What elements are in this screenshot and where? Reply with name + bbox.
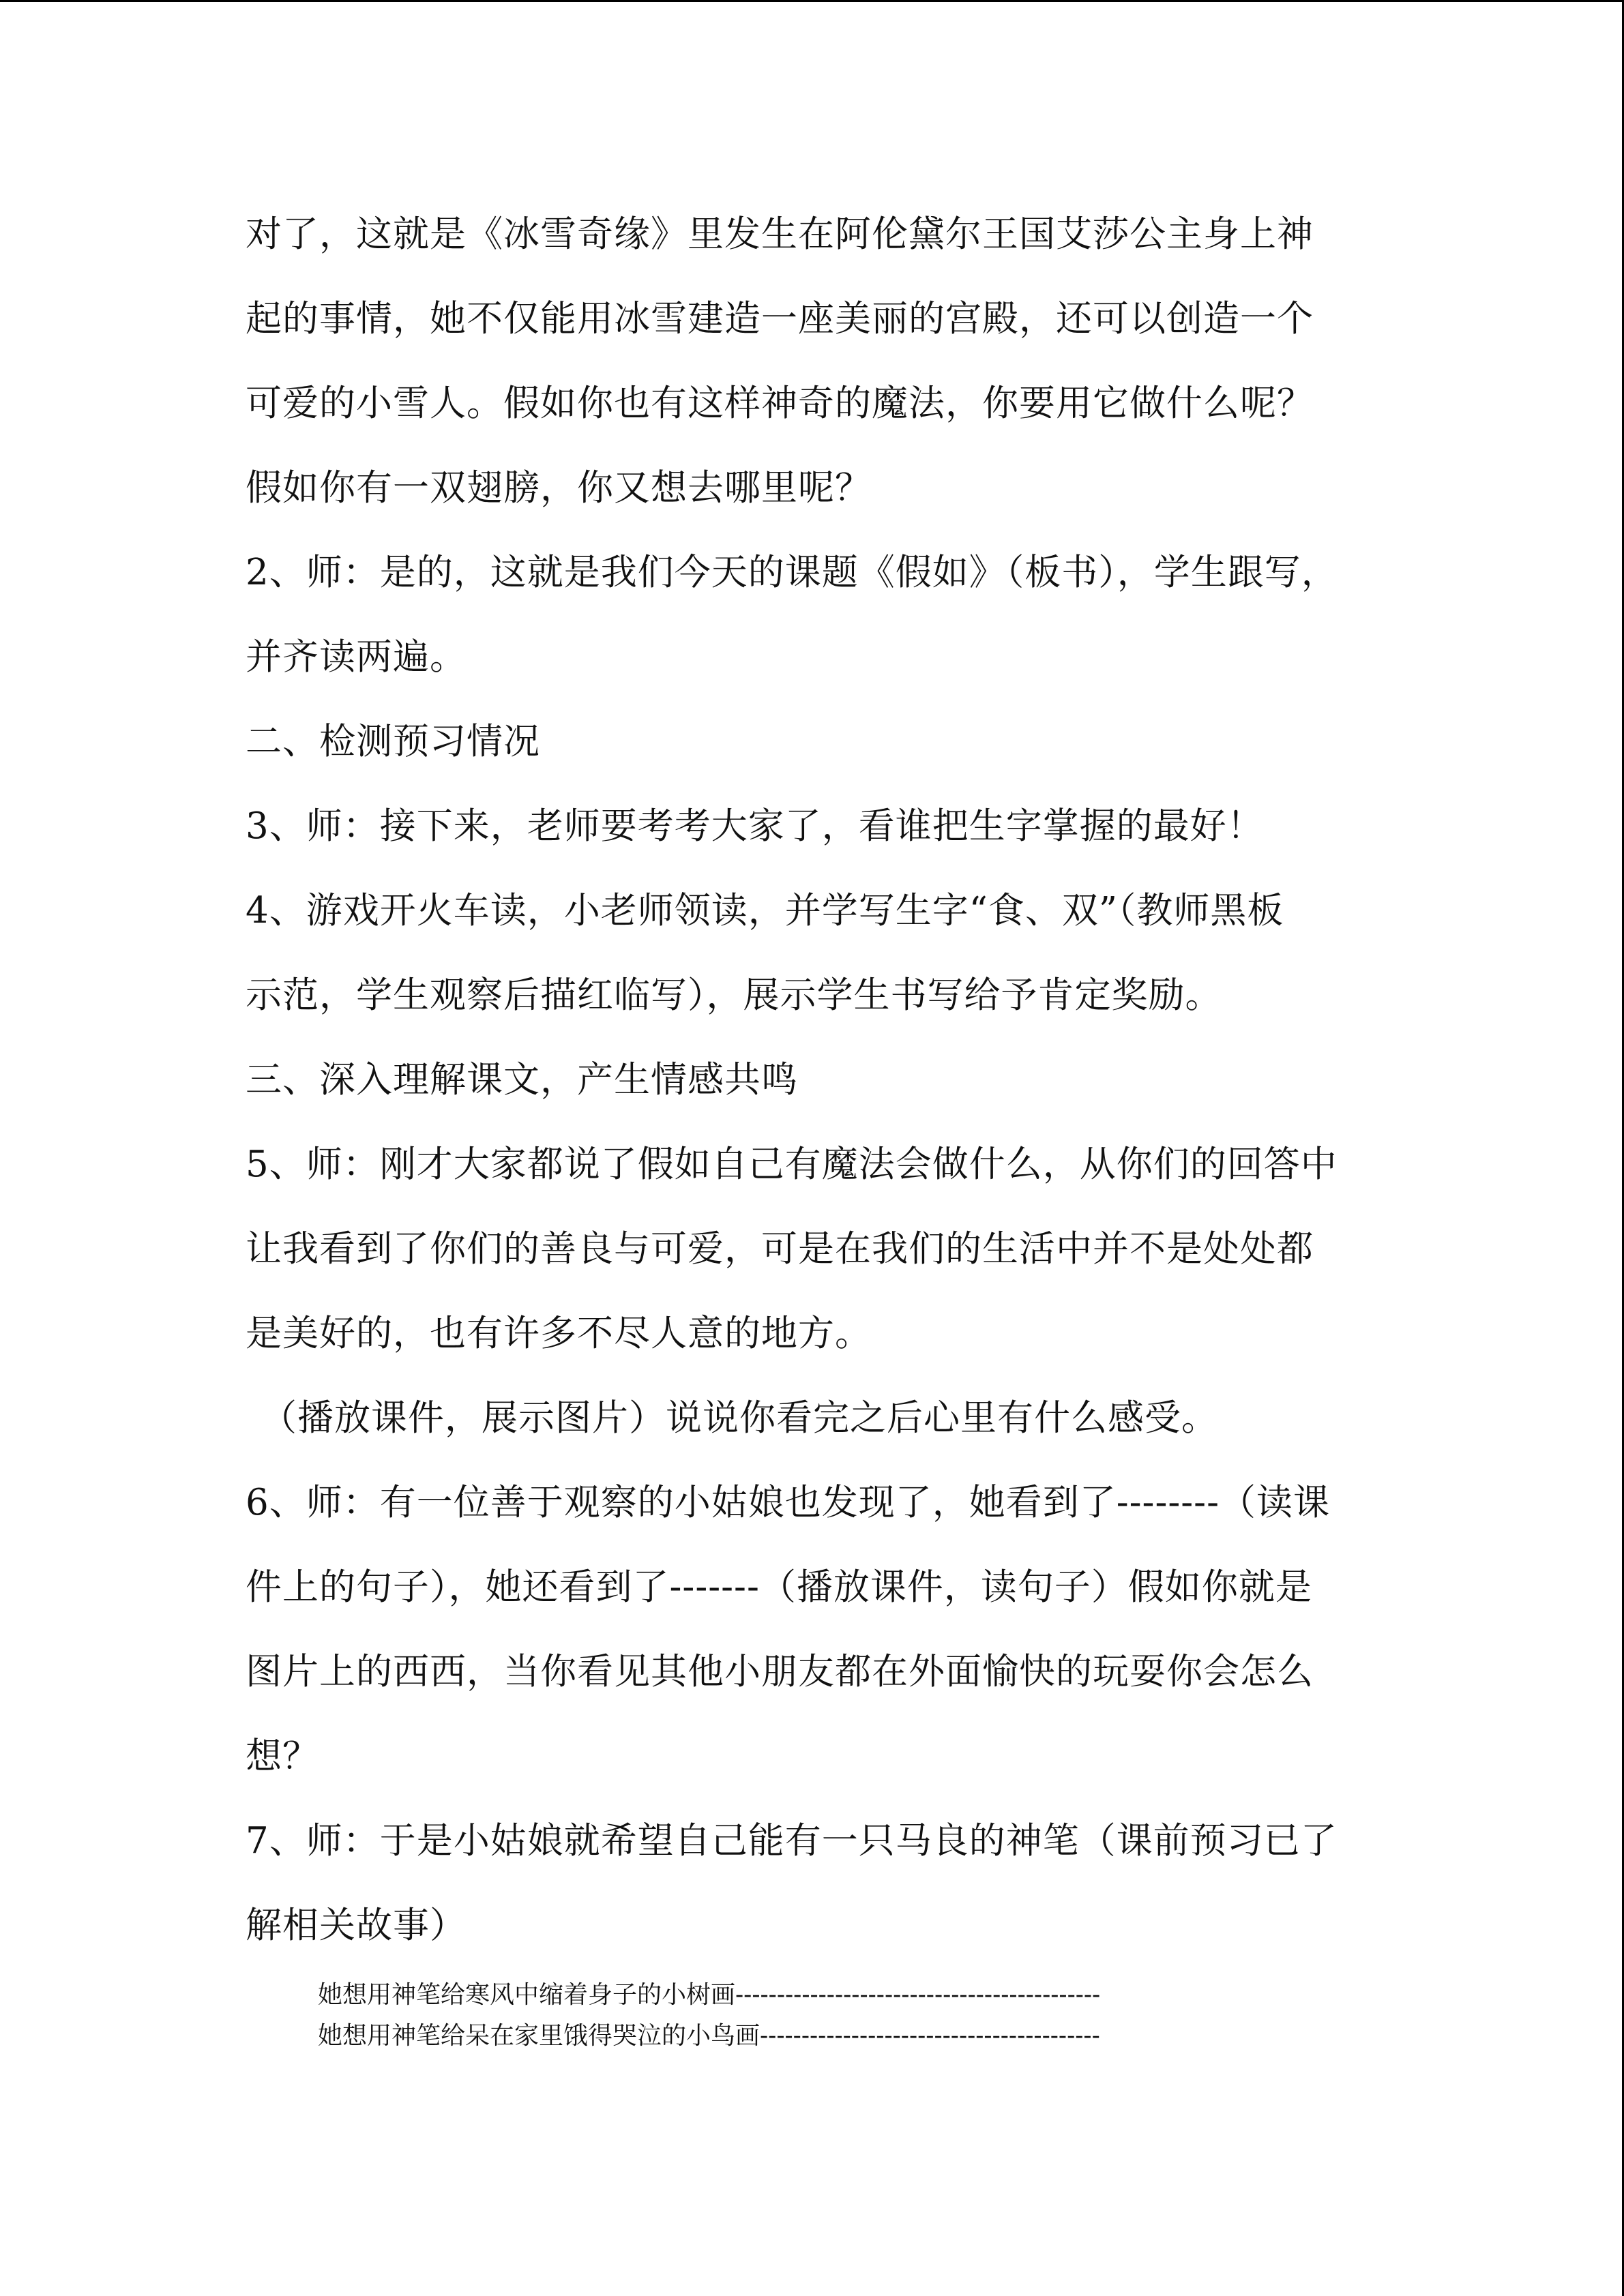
body-line: 7、师：于是小姑娘就希望自己能有一只马良的神笔（课前预习已了 — [246, 1820, 1338, 1862]
body-line: 想？ — [246, 1735, 319, 1777]
section-heading: 二、检测预习情况 — [246, 721, 540, 762]
section-heading: 三、深入理解课文，产生情感共鸣 — [246, 1059, 798, 1101]
body-line: （播放课件，展示图片）说说你看完之后心里有什么感受。 — [261, 1397, 1218, 1439]
document-body — [246, 192, 1378, 2057]
body-line: 3、师：接下来，老师要考考大家了，看谁把生字掌握的最好！ — [246, 805, 1264, 847]
body-line: 4、游戏开火车读，小老师领读，并学写生字“食、双”（教师黑板 — [246, 890, 1284, 931]
body-line: 件上的句子），她还看到了-------（播放课件，读句子）假如你就是 — [246, 1566, 1312, 1608]
example-sentence: 她想用神笔给寒风中缩着身子的小树画-------------------------------------------- — [318, 1981, 1101, 2009]
body-line: 图片上的西西，当你看见其他小朋友都在外面愉快的玩耍你会怎么 — [246, 1651, 1314, 1693]
body-line: 可爱的小雪人。假如你也有这样神奇的魔法，你要用它做什么呢？ — [246, 383, 1314, 424]
body-line: 假如你有一双翅膀，你又想去哪里呢？ — [246, 467, 872, 509]
example-sentence: 她想用神笔给呆在家里饿得哭泣的小鸟画----------------------------------------- — [318, 2022, 1100, 2050]
body-line: 5、师：刚才大家都说了假如自己有魔法会做什么，从你们的回答中 — [246, 1144, 1338, 1185]
body-line: 示范，学生观察后描红临写），展示学生书写给予肯定奖励。 — [246, 974, 1222, 1016]
body-line: 是美好的，也有许多不尽人意的地方。 — [246, 1313, 872, 1354]
page-border-top — [0, 0, 1624, 2]
body-line: 6、师：有一位善于观察的小姑娘也发现了，她看到了--------（读课 — [246, 1482, 1330, 1523]
body-line: 对了，这就是《冰雪奇缘》里发生在阿伦黛尔王国艾莎公主身上神 — [246, 213, 1314, 255]
body-line: 解相关故事） — [246, 1905, 467, 1946]
example-sentences — [246, 1975, 1378, 2057]
body-line: 让我看到了你们的善良与可爱，可是在我们的生活中并不是处处都 — [246, 1228, 1314, 1270]
body-line: 起的事情，她不仅能用冰雪建造一座美丽的宫殿，还可以创造一个 — [246, 298, 1314, 340]
body-line: 2、师：是的，这就是我们今天的课题《假如》（板书），学生跟写， — [246, 552, 1338, 593]
body-line: 并齐读两遍。 — [246, 636, 467, 678]
